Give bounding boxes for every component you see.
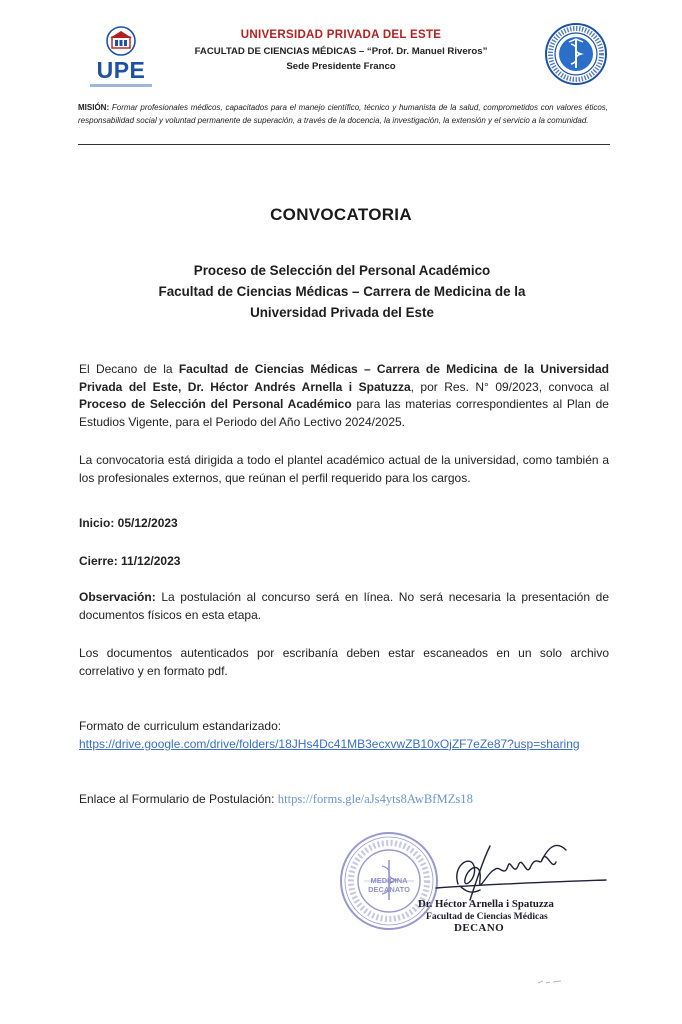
university-building-icon <box>104 26 138 58</box>
faculty-seal-icon <box>544 22 608 86</box>
application-form-label: Enlace al Formulario de Postulación: <box>79 792 278 806</box>
end-date-text: Cierre: 11/12/2023 <box>79 554 181 568</box>
logo-underline <box>90 84 152 87</box>
signature-block <box>418 898 568 934</box>
subtitle-line-3: Universidad Privada del Este <box>250 305 434 320</box>
intro-text-1: El Decano de la <box>79 362 179 376</box>
audience-paragraph: La convocatoria está dirigida a todo el plantel académico actual de la universidad, como también a los profesionales externos, que reúnan el perfil requerido para los cargos. <box>79 453 609 485</box>
signer-role: DECANO <box>454 922 505 934</box>
upe-logo <box>86 26 156 88</box>
scan-mark-icon <box>537 978 563 986</box>
letterhead <box>168 29 514 72</box>
cv-format-link[interactable]: https://drive.google.com/drive/folders/18JHs4Dc41MB3ecxvwZB10xOjZF7eZe87?usp=sharing <box>79 736 580 751</box>
intro-dean-bold: Facultad de Ciencias Médicas – Carrera de Medicina de la Universidad Privada del Este, Dr. Héctor Andrés Arnella i Spatuzza <box>79 362 609 394</box>
signer-name: Dr. Héctor Arnella i Spatuzza <box>418 898 554 910</box>
mission-label: MISIÓN: <box>78 103 110 112</box>
document-subtitle <box>80 260 604 323</box>
observation-paragraph <box>79 589 609 624</box>
observation-label: Observación: <box>79 590 156 604</box>
subtitle-line-1: Proceso de Selección del Personal Académico <box>193 263 491 278</box>
intro-text-3: para las materias correspondientes al Plan de Estudios Vigente, para el Periodo del Año Lectivo 2024/2025. <box>79 397 609 429</box>
subtitle-line-2: Facultad de Ciencias Médicas – Carrera de Medicina de la <box>158 284 526 299</box>
faculty-name: FACULTAD DE CIENCIAS MÉDICAS – “Prof. Dr. Manuel Riveros” <box>194 46 488 57</box>
campus-name: Sede Presidente Franco <box>286 61 396 72</box>
signer-faculty: Facultad de Ciencias Médicas <box>426 911 548 922</box>
document-title: CONVOCATORIA <box>270 205 412 224</box>
observation-text: La postulación al concurso será en línea. No será necesaria la presentación de documentos físicos en esta etapa. <box>79 590 609 622</box>
cv-format-block <box>79 718 609 753</box>
stamp-text: MEDICINA DECANATO <box>368 876 410 894</box>
end-date <box>79 553 609 571</box>
logo-text: UPE <box>96 57 146 83</box>
mission-statement <box>78 101 608 127</box>
intro-paragraph <box>79 361 609 431</box>
start-date-text: Inicio: 05/12/2023 <box>79 516 178 530</box>
intro-text-2: , por Res. N° 09/2023, convoca al <box>410 379 609 394</box>
header-divider <box>78 144 610 145</box>
mission-text: Formar profesionales médicos, capacitados para el manejo científico, técnico y humanista de la salud, comprometidos con valores éticos, responsabilidad social y voluntad permanente de superación, a través de la docencia, la investigación, la extensión y el servicio a la comunidad. <box>78 103 608 126</box>
intro-process-bold: Proceso de Selección del Personal Académico <box>79 397 352 412</box>
application-form-link[interactable]: https://forms.gle/aJs4yts8AwBfMZs18 <box>277 792 473 806</box>
cv-format-label: Formato de curriculum estandarizado: <box>79 719 282 733</box>
start-date <box>79 515 609 533</box>
application-form-block <box>79 791 609 809</box>
university-name: UNIVERSIDAD PRIVADA DEL ESTE <box>240 29 442 41</box>
documents-paragraph: Los documentos autenticados por escribanía deben estar escaneados en un solo archivo correlativo y en formato pdf. <box>79 646 609 678</box>
